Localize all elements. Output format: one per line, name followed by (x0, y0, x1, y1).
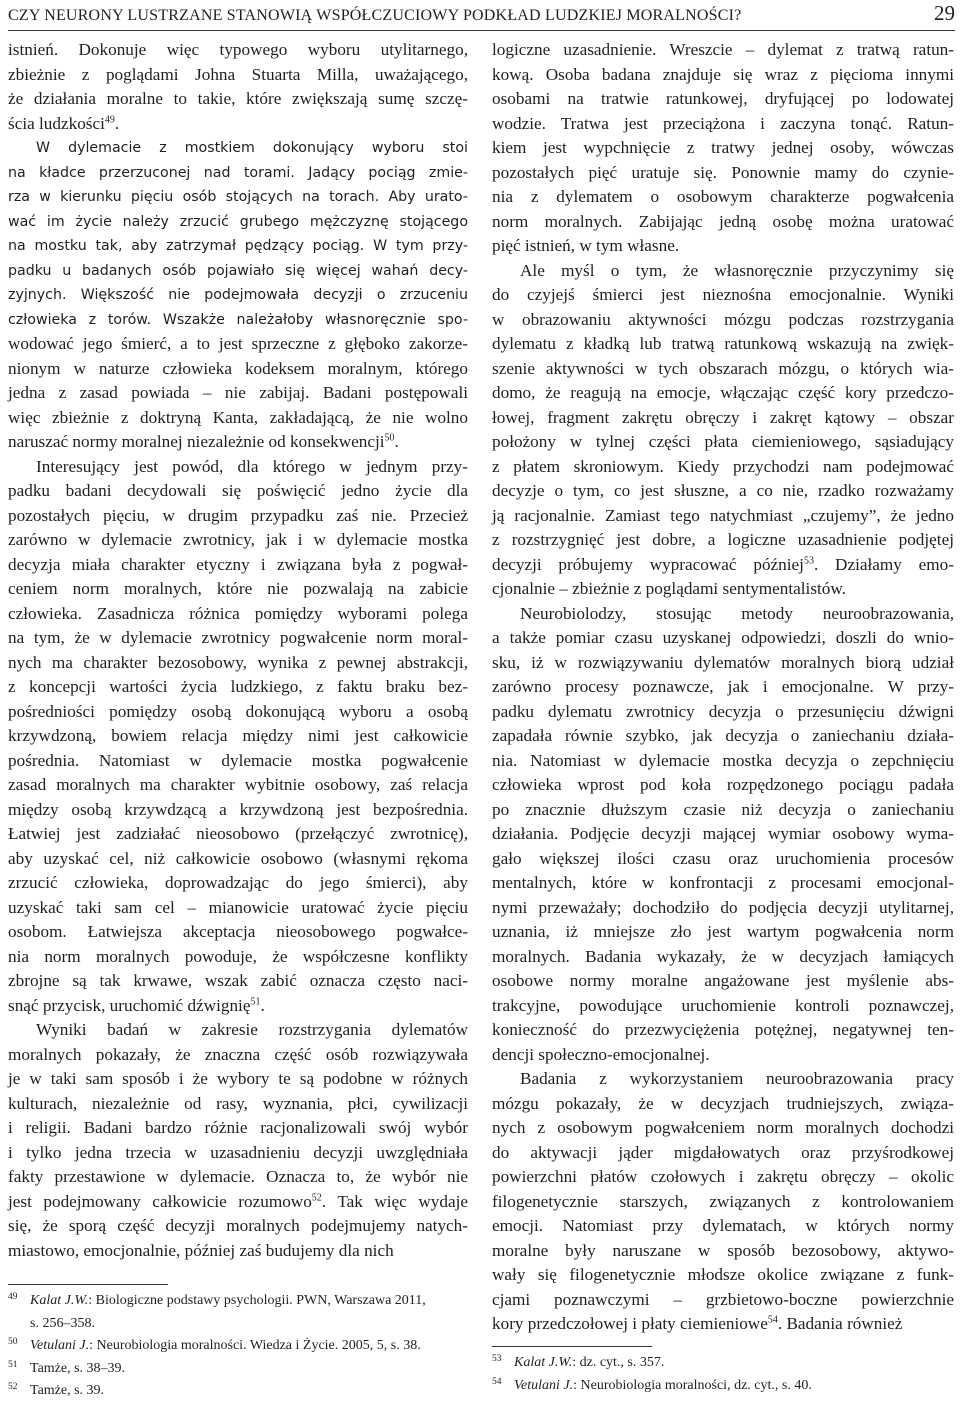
right-column-text-line: moralne były naruszane w sposób bezosobowy, aktywo- (492, 1240, 954, 1260)
right-column-text-line: kory przedczołowej i płaty ciemieniowe$^{54}$. Badania również (492, 1314, 903, 1333)
right-column-text-line: logiczne uzasadnienie. Wreszcie – dylemat z tratwą ratun- (492, 40, 954, 59)
right-column-text-line: osobami na tratwie ratunkowej, dryfującej po lodowatej (492, 89, 954, 108)
footnote (8, 1290, 473, 1313)
right-column-text-line: nych z osobowym pogwałceniem norm moralnych dochodzi (492, 1118, 954, 1137)
left-column-text-line: rza w kierunku pięciu osób stojących na torach. Aby urato- (8, 189, 468, 205)
left-column-text-line: krzywdzoną, bowiem relacja między nimi jest całkowicie (8, 726, 468, 745)
left-column-text-line: i tylko jedna trzecia w uzasadnieniu decyzji uwzględniała (8, 1142, 468, 1162)
right-column-text-line: po znacznie dłuższym czasie niż decyzja o zaniechaniu (492, 799, 954, 819)
right-column-text-line: osobowe normy moralne angażowane jest myślenie abs- (492, 971, 954, 990)
left-column-text-line: nionym w naturze człowieka kodeksem moralnym, którego (8, 358, 468, 378)
right-column-text-line: nia z dylematem o osobowym charakterze pogwałcenia (492, 187, 954, 206)
footnotes-left (8, 1290, 473, 1403)
right-column-text-line: kową. Osoba badana znajduje się wraz z pięcioma innymi (492, 64, 954, 84)
right-column-text-line: padku dylematu zwrotnicy decyzja o przesunięciu dźwigni (492, 701, 954, 721)
footnote-ref[interactable]: 54 (767, 1314, 778, 1326)
left-column-text-line: zbieżnie z poglądami Johna Stuarta Milla, uważającego, (8, 64, 468, 84)
right-column-text-line: Ale myśl o tym, że własnoręcznie przyczynimy się (520, 260, 954, 280)
left-column-text-line: padku u badanych osób pojawiało się więcej wahań decy- (8, 262, 468, 279)
left-column-text-line: W dylemacie z mostkiem dokonujący wyboru stoi (36, 140, 468, 156)
footnote-number: 52 (8, 1382, 18, 1392)
left-column-text-line: aby uzyskać cel, niż całkowicie osobowo (własnymi rękoma (8, 848, 468, 868)
left-column-text-line: wać im życie należy zrzucić grubego mężczyznę stojącego (8, 213, 468, 230)
footnote-author: Vetulani J. (514, 1377, 574, 1393)
footnote-author: Kalat J.W. (514, 1355, 573, 1370)
left-column-text-line: na tym, że w dylemacie zwrotnicy pogwałcenie norm moral- (8, 628, 468, 647)
running-header (8, 1, 955, 31)
left-column-text-line: kulturach, niezależnie od rasy, wyznania, płci, cywilizacji (8, 1093, 468, 1113)
left-column-text-line: snąć przycisk, uruchomić dźwignię$^{51}$. (8, 995, 265, 1015)
right-column-text-line: moralnych. Badania wykazały, że w decyzjach łamiących (492, 946, 954, 966)
left-column-text-line: zbrojne są tak krwawe, wszak zabić oznacza często naci- (8, 971, 468, 990)
footnote-text: : Neurobiologia moralności, dz. cyt., s. 40. (573, 1377, 812, 1393)
footnote-number: 49 (8, 1292, 18, 1302)
left-column-text-line: Wyniki badań w zakresie rozstrzygania dylematów (36, 1020, 468, 1039)
right-column-text-line: pozostałych pięć uratuje się. Ponownie mamy do czynie- (492, 162, 954, 182)
right-column-text-line: zapadała równie szybko, jak decyzja o zaniechaniu działa- (492, 726, 954, 745)
left-column-text-line: Interesujący jest powód, dla którego w jednym przy- (36, 456, 468, 476)
left-column-text-line: się, że sporą część decyzji moralnych podejmujemy natych- (8, 1216, 468, 1235)
footnote-rule-left (8, 1284, 168, 1285)
right-column-text-line: Neurobiolodzy, stosując metody neuroobrazowania, (520, 603, 954, 623)
right-column-text-line: konieczność do przezwyciężenia potężnej, negatywnej ten- (492, 1020, 954, 1039)
right-column-text-line: filogenetycznie starszych, związanych z kontrolowaniem (492, 1191, 954, 1211)
right-column-text-line: emocji. Natomiast przy dylematach, w których normy (492, 1216, 954, 1235)
left-column-text-line: i religii. Badani bardzo różnie racjonalizowali swój wybór (8, 1118, 468, 1137)
left-column-text-line: nia norm moralnych powoduje, że współczesne konflikty (8, 946, 468, 966)
right-column-text-line: domo, że reagują na emocje, włączając część kory przedczo- (492, 383, 954, 402)
left-column-text-line: zyjnych. Większość nie podejmowała decyzji o zrzuceniu (8, 287, 468, 303)
right-column-text-line: mózgu pokazały, że w decyzjach trudniejszych, związa- (492, 1093, 954, 1113)
footnote-ref[interactable]: 51 (250, 995, 261, 1007)
left-column-text-line: Łatwiej jest zadziałać nieosobowo (przełączyć zwrotnicę), (8, 824, 468, 843)
right-column-text-line: wały się filogenetycznie młodsze okolice związane z funk- (492, 1265, 954, 1284)
footnote-text: : Biologiczne podstawy psychologii. PWN, Warszawa 2011, (88, 1293, 426, 1308)
right-column-text-line: mentalnych, które w konfrontacji z procesami emocjonal- (492, 873, 954, 892)
left-column-text-line: pozostałych pięciu, w drugim przypadku zaś nie. Przecież (8, 505, 468, 525)
left-column-text-line: decyzja miała charakter etyczny i związana była z pogwał- (8, 554, 468, 574)
left-column-text-line: zrzucić człowieka, doprowadzając do jego śmierci), aby (8, 873, 468, 892)
right-column-text-line: człowieka wprost pod koła rozpędzonego pociągu padała (492, 775, 954, 794)
left-column-text-line: pośrednia. Natomiast w dylemacie mostka pogwałcenie (8, 750, 468, 770)
left-column-text-line: na mostku tak, aby zatrzymał pędzący pociąg. W tym przy- (8, 238, 468, 254)
footnote-number: 54 (492, 1376, 502, 1387)
right-column-text-line: decyzje o tym, co jest słuszne, a co nie, rzadko rozważamy (492, 481, 954, 500)
left-column-text-line: jest podejmowany całkowicie rozumowo$^{52}$. Tak więc wydaje (8, 1191, 468, 1211)
right-column-text-line: kiem jest wypchnięcie z tratwy jednej osoby, wówczas (492, 138, 954, 157)
footnote (492, 1375, 954, 1398)
left-column-text-line: ceniem norm moralnych, które nie pozwalają na zabicie (8, 579, 468, 598)
right-column-text-line: powierzchni płatów czołowych i zakrętu obręczy – okolic (492, 1167, 954, 1186)
footnote-text: : dz. cyt., s. 357. (572, 1355, 665, 1370)
right-column-text-line: decyzji próbujemy wypracować później$^{53}$. Działamy emo- (492, 554, 954, 574)
footnote-rule-right (492, 1346, 652, 1347)
left-column-text-line: człowieka z torów. Wszakże należałoby własnoręcznie spo- (8, 311, 468, 328)
footnote-author: Vetulani J. (30, 1338, 90, 1353)
right-column-text-line: wodzie. Tratwa jest przeciążona i zaczyna tonąć. Ratun- (492, 113, 954, 133)
left-column-text-line: osobom. Łatwiejsza akceptacja nieosobowego pogwałce- (8, 922, 468, 941)
right-column-text-line: nia. Natomiast w dylemacie mostka decyzja o zepchnięciu (492, 750, 954, 770)
left-column-text-line: między osobą krzywdzącą a krzywdzoną jest bezpośrednia. (8, 799, 468, 819)
right-column-text-line: z płatem skroniowym. Kiedy przychodzi nam podejmować (492, 456, 954, 476)
right-column-text-line: norm moralnych. Zabijając jedną osobę można uratować (492, 211, 954, 231)
left-column-text-line: miastowo, emocjonalnie, później zaś budujemy dla nich (8, 1240, 394, 1260)
left-column-text-line: zasad moralnych ma charakter wybitnie osobowy, zaś relacja (8, 775, 468, 794)
left-column-text-line: pośredniości pomiędzy osobą dokonującą wyboru a osobą (8, 701, 468, 721)
right-column-text-line: gało większej ilości czasu oraz uruchomienia procesów (492, 848, 954, 868)
footnote-continuation: s. 256–358. (30, 1315, 95, 1331)
footnote-author: Kalat J.W. (30, 1293, 89, 1308)
footnotes-right (492, 1352, 954, 1397)
running-title: CZY NEURONY LUSTRZANE STANOWIĄ WSPÓŁCZUCIOWY PODKŁAD LUDZKIEJ MORALNOŚCI? (8, 7, 742, 24)
left-column-text-line: naruszać normy moralnej niezależnie od konsekwencji$^{50}$. (8, 432, 399, 451)
left-column-text-line: zarówno w dylemacie zwrotnicy, jak i w dylemacie mostka (8, 530, 468, 549)
left-column-text-line: padku badani decydowali się poświęcić jedno życie dla (8, 481, 468, 500)
footnote-ref[interactable]: 52 (311, 1191, 322, 1203)
right-column-text-line: Badania z wykorzystaniem neuroobrazowania pracy (520, 1069, 954, 1088)
right-column-text-line: do czyjejś śmierci jest nieznośna emocjonalnie. Wyniki (492, 285, 954, 304)
right-column-text-line: uznania, iż mniejsze zło jest wartym pogwałcenia norm (492, 922, 954, 941)
footnote (8, 1335, 473, 1358)
footnote-number: 53 (492, 1354, 502, 1364)
left-column-text-line: ścia ludzkości$^{49}$. (8, 113, 120, 133)
right-column-text-line: z rozstrzygnięć jest dobre, a logiczne uzasadnienie podjętej (492, 530, 954, 549)
right-column-text-line: dylematu z kładką lub tratwą ratunkową wskazują na zwięk- (492, 334, 954, 353)
right-column-text-line: szenie aktywności w tych obszarach mózgu, o których wia- (492, 358, 954, 378)
left-column-text-line: je w taki sam sposób i że wybory te są podobne w różnych (8, 1069, 468, 1088)
right-column-text-line: a także pomiar czasu uzyskanej odpowiedzi, doszli do wnio- (492, 628, 954, 647)
left-column-text-line: fakty przestawione w dylemacie. Oznacza to, że wybór nie (8, 1167, 468, 1186)
left-column-text-line: moralnych pokazały, że znaczna część osób rozwiązywała (8, 1044, 468, 1064)
left-column-text-line: istnień. Dokonuje więc typowego wyboru utylitarnego, (8, 40, 468, 59)
footnote-ref[interactable]: 53 (803, 554, 814, 566)
left-column-text-line: nych ma charakter bezosobowy, wynika z pewnej abstrakcji, (8, 652, 468, 672)
right-column-text-line: łowej, fragment zakrętu obręczy i zakręt kątowy – obszar (492, 407, 954, 427)
right-column-text-line: cjami poznawczymi – grzbietowo-boczne powierzchnie (492, 1289, 954, 1309)
right-column-text-line: do aktywacji jąder migdałowatych oraz przyśrodkowej (492, 1142, 954, 1162)
left-column-text-line: wodować jego śmierć, a to jest sprzeczne z głęboko zakorze- (8, 334, 468, 353)
footnote-number: 50 (8, 1337, 18, 1347)
right-column-text-line: zarówno procesy poznawcze, jak i emocjonalne. W przy- (492, 677, 954, 696)
right-column-text-line: trakcyjne, powodujące uruchomienie kontroli poznawczej, (492, 995, 954, 1015)
footnote (8, 1380, 473, 1403)
right-column-text-line: sku, iż w rozwiązywaniu dylematów moralnych biorą udział (492, 652, 954, 672)
footnote-text: Tamże, s. 39. (30, 1383, 105, 1398)
left-column-text-line: człowieka. Zasadnicza różnica pomiędzy wyborami polega (8, 603, 468, 623)
right-column-text-line: cjonalnie – zbieżnie z poglądami sentymentalistów. (492, 579, 846, 598)
right-column (492, 38, 954, 1337)
right-column-text-line: dencji społeczno-emocjonalnej. (492, 1044, 710, 1064)
left-column-text-line: na kładce przerzuconej nad torami. Jadący pociąg zmie- (8, 164, 468, 181)
left-column (8, 38, 468, 1263)
left-column-text-line: więc zbieżnie z doktryną Kanta, zakładającą, że nie wolno (8, 407, 468, 427)
right-column-text-line: w obrazowaniu aktywności mózgu podczas rozstrzygania (492, 309, 954, 329)
left-column-text-line: uzyskać taki sam cel – mianowicie uratować życie pięciu (8, 897, 468, 917)
footnote-number: 51 (8, 1359, 18, 1370)
right-column-text-line: ją racjonalnie. Zamiast tego natychmiast „czujemy”, że jedno (492, 505, 954, 525)
right-column-text-line: działania. Podjęcie decyzji mającej wymiar osobowy wyma- (492, 824, 954, 843)
footnote (492, 1352, 954, 1375)
footnote-text: : Neurobiologia moralności. Wiedza i Życie. 2005, 5, s. 38. (89, 1338, 421, 1353)
right-column-text-line: pięć istnień, w tym własne. (492, 236, 680, 255)
page-number: 29 (934, 1, 955, 25)
footnote-ref[interactable]: 49 (104, 113, 115, 125)
right-column-text-line: nymi przeważały; dochodziło do podjęcia decyzji utylitarnej, (492, 897, 954, 917)
left-column-text-line: jedna z zasad powiada – nie zabijaj. Badani postępowali (8, 383, 468, 402)
footnote-ref[interactable]: 50 (384, 432, 395, 444)
footnote-text: Tamże, s. 38–39. (30, 1360, 126, 1376)
footnote (8, 1358, 473, 1381)
left-column-text-line: z koncepcji wartości życia ludzkiego, z faktu braku bez- (8, 677, 468, 696)
right-column-text-line: położony w tylnej części płata ciemieniowego, sąsiadujący (492, 432, 954, 451)
left-column-text-line: że działania moralne to takie, które zwiększają sumę szczę- (8, 89, 468, 108)
